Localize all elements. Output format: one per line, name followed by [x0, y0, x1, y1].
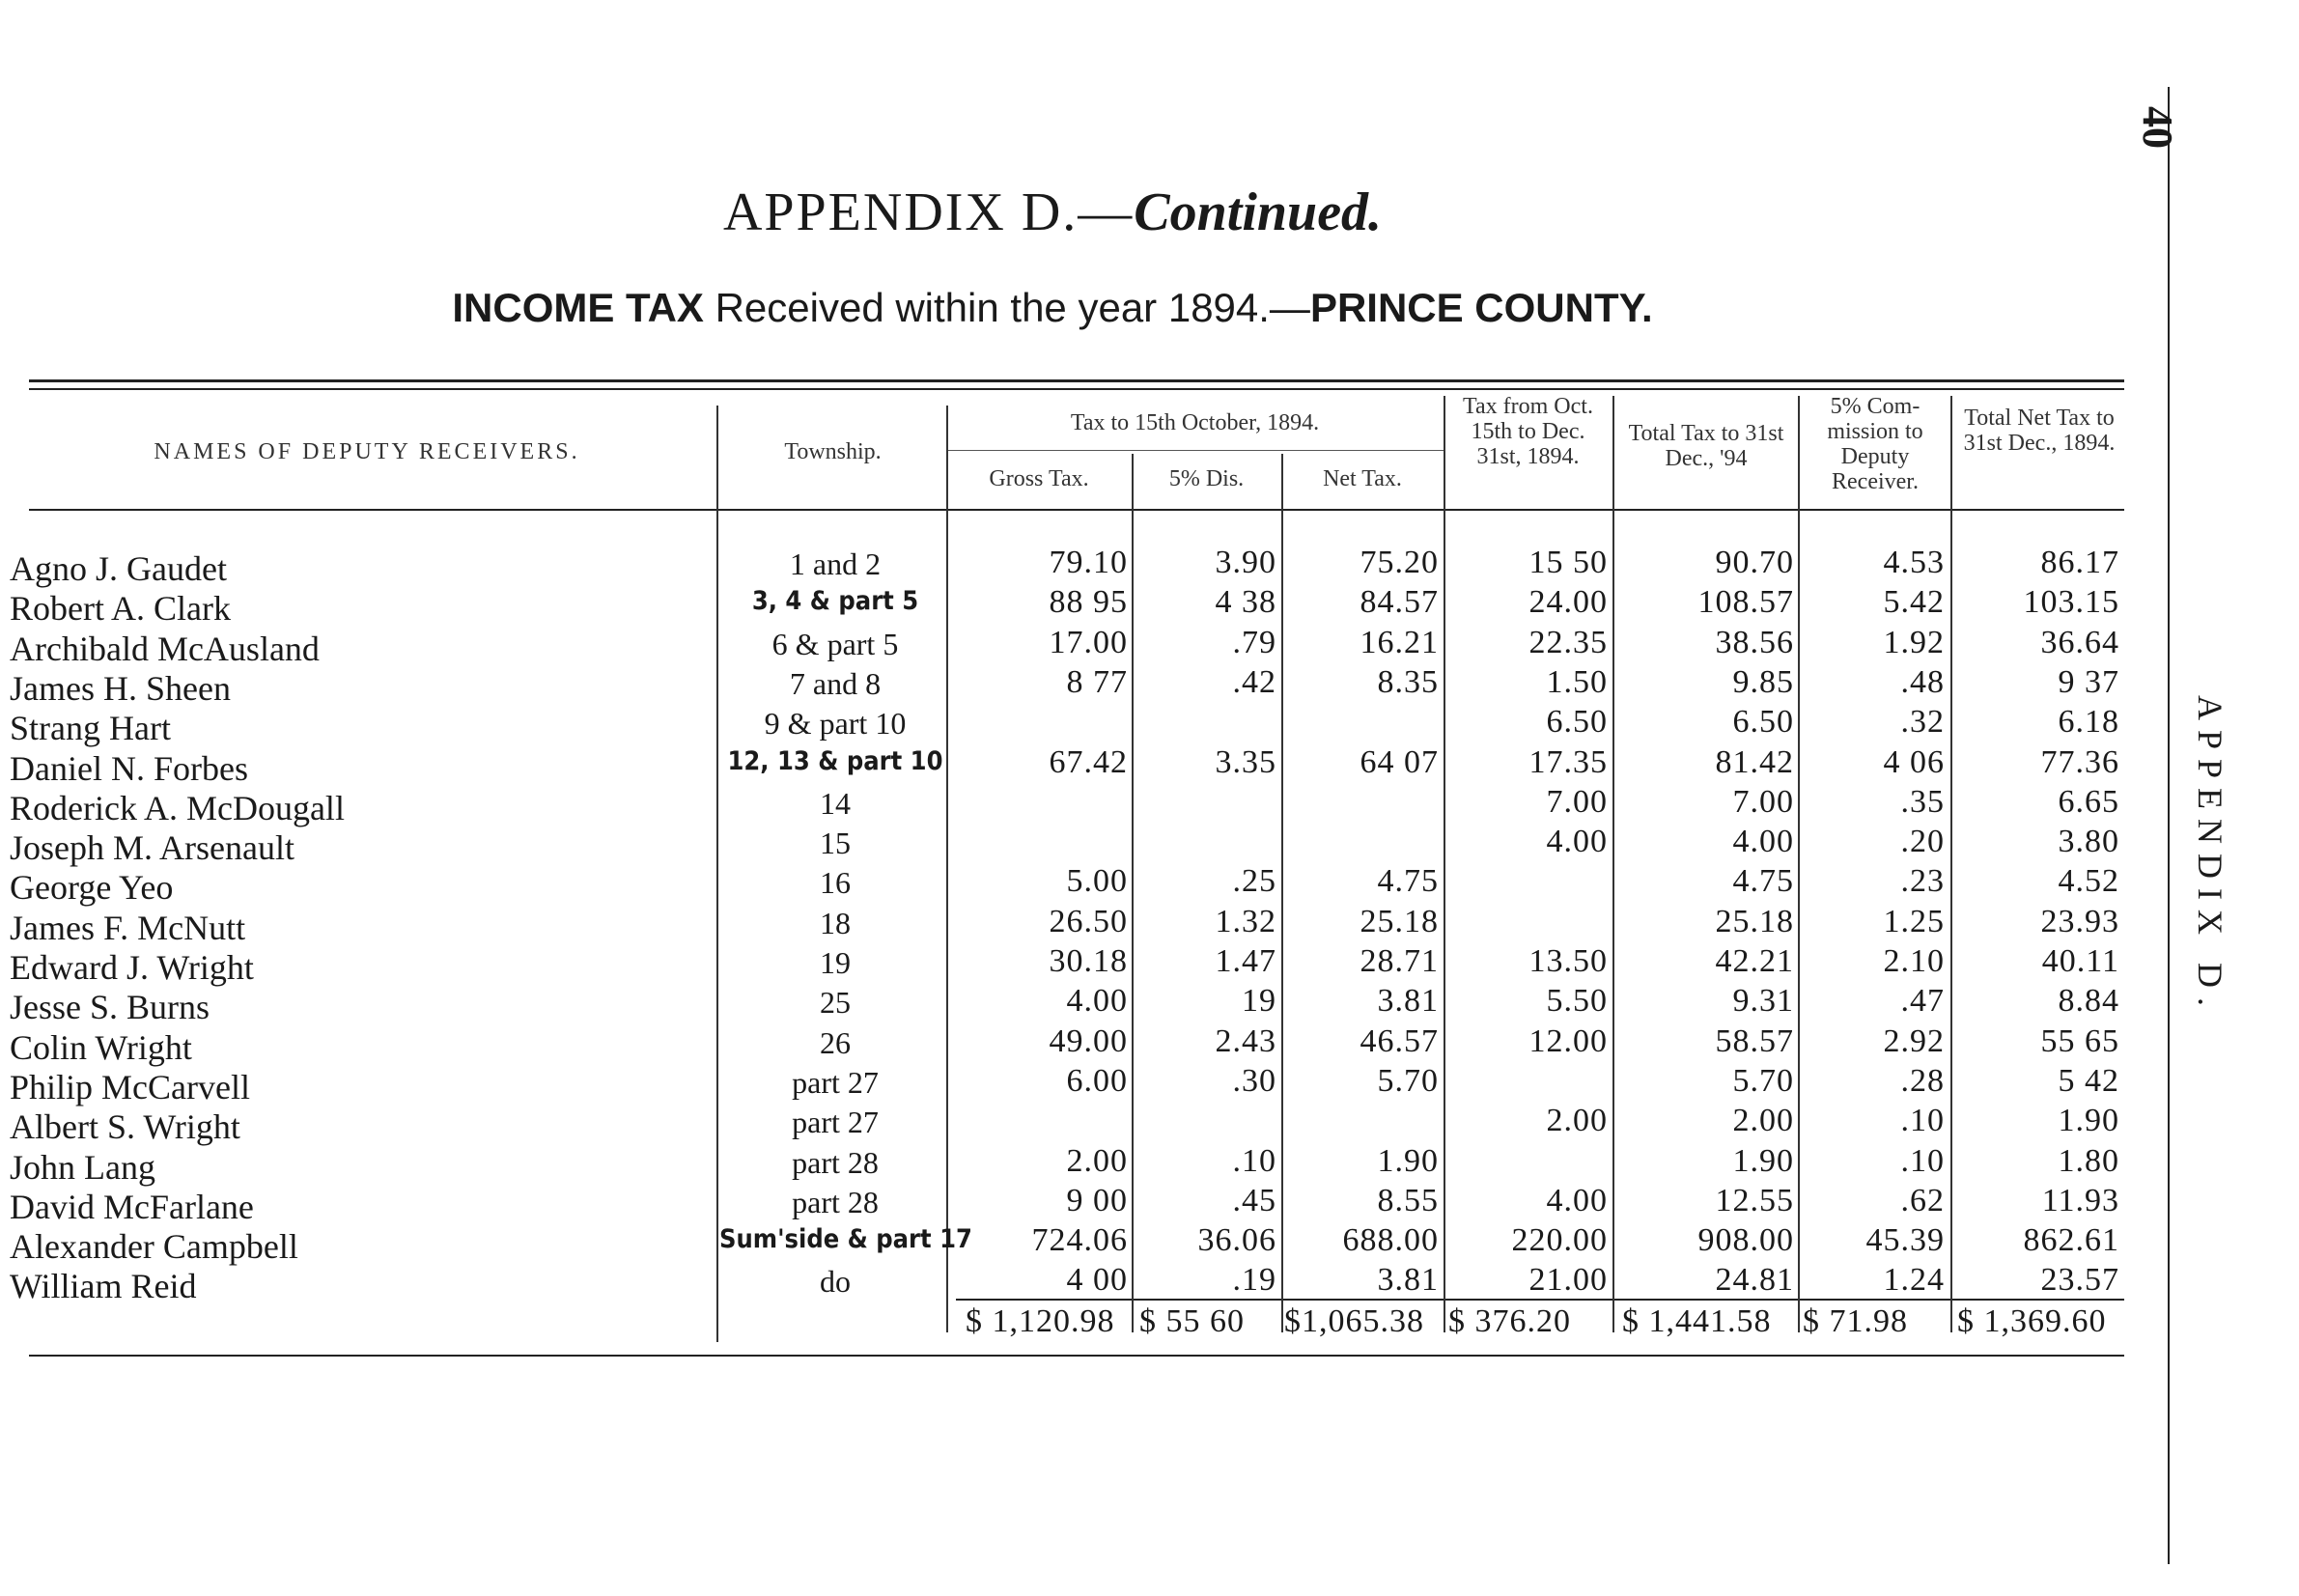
row-name: Daniel N. Forbes: [10, 749, 248, 788]
row-net-value: 16.21: [1360, 625, 1439, 660]
row-total-value: 42.21: [1715, 943, 1794, 979]
row-township: Sum'side & part 17: [719, 1224, 972, 1254]
subheader-rule: [946, 450, 1444, 451]
row-total-net-value: 1.80: [2058, 1143, 2119, 1179]
row-total-value: 5.70: [1732, 1063, 1794, 1099]
row-dis-value: .25: [1232, 863, 1276, 899]
row-dis-value: 19: [1242, 983, 1276, 1019]
row-net-value: 46.57: [1360, 1023, 1439, 1059]
row-gross-value: 79.10: [1049, 545, 1128, 580]
row-name: Philip McCarvell: [10, 1068, 250, 1106]
row-comm-value: .10: [1900, 1103, 1945, 1138]
subtitle-received: Received within the year 1894.—: [703, 285, 1310, 330]
col-line-total-net: [1950, 396, 1952, 1332]
row-total-value: 4.00: [1732, 824, 1794, 859]
row-from-oct-value: 1.50: [1546, 664, 1608, 700]
row-from-oct-value: 15 50: [1528, 545, 1608, 580]
row-total-net-value: 9 37: [2058, 664, 2119, 700]
row-from-oct-value: 2.00: [1546, 1103, 1608, 1138]
row-township: part 27: [792, 1105, 879, 1139]
col-line-total: [1612, 396, 1614, 1332]
header-commission: 5% Com-mission to Deputy Receiver.: [1827, 394, 1923, 494]
row-name: James H. Sheen: [10, 669, 231, 708]
row-net-value: 4.75: [1377, 863, 1439, 899]
row-name: William Reid: [10, 1267, 197, 1305]
row-name: Agno J. Gaudet: [10, 549, 227, 588]
header-total-net: Total Net Tax to 31st Dec., 1894.: [1963, 406, 2116, 456]
row-name: Archibald McAusland: [10, 630, 320, 668]
row-township: 12, 13 & part 10: [727, 746, 943, 776]
row-total-value: 58.57: [1715, 1023, 1794, 1059]
row-from-oct-value: 21.00: [1528, 1262, 1608, 1298]
row-net-value: 3.81: [1377, 983, 1439, 1019]
row-comm-value: .47: [1900, 983, 1945, 1019]
row-dis-value: 3.90: [1215, 545, 1276, 580]
row-total-value: 12.55: [1715, 1183, 1794, 1218]
total-total-net: $ 1,369.60: [1957, 1303, 2107, 1339]
table-bottom-rule: [29, 1355, 2124, 1357]
row-from-oct-value: 13.50: [1528, 943, 1608, 979]
row-from-oct-value: 12.00: [1528, 1023, 1608, 1059]
row-township: 15: [820, 826, 851, 860]
row-net-value: 3.81: [1377, 1262, 1439, 1298]
subtitle-county: PRINCE COUNTY.: [1309, 285, 1653, 330]
row-total-value: 25.18: [1715, 904, 1794, 939]
row-township: 26: [820, 1025, 851, 1060]
row-dis-value: 36.06: [1197, 1222, 1276, 1258]
row-total-value: 4.75: [1732, 863, 1794, 899]
row-total-value: 6.50: [1732, 704, 1794, 740]
row-comm-value: 4.53: [1883, 545, 1945, 580]
row-comm-value: .35: [1900, 784, 1945, 820]
title-main: APPENDIX D.—: [722, 182, 1135, 242]
row-township: part 27: [792, 1065, 879, 1100]
page-edge-rule: [2168, 87, 2170, 1564]
row-dis-value: .10: [1232, 1143, 1276, 1179]
header-tax-to-oct: Tax to 15th October, 1894.: [1070, 410, 1320, 435]
header-total-tax: Total Tax to 31st Dec., '94: [1628, 421, 1784, 471]
total-from-oct: $ 376.20: [1448, 1303, 1571, 1339]
row-comm-value: 1.92: [1883, 625, 1945, 660]
total-dis: $ 55 60: [1139, 1303, 1245, 1339]
row-net-value: 5.70: [1377, 1063, 1439, 1099]
row-dis-value: 1.47: [1215, 943, 1276, 979]
row-total-net-value: 4.52: [2058, 863, 2119, 899]
table-top-rule-2: [29, 388, 2124, 390]
table-top-rule: [29, 379, 2124, 382]
row-gross-value: 17.00: [1049, 625, 1128, 660]
row-name: Jesse S. Burns: [10, 988, 210, 1026]
row-name: Strang Hart: [10, 709, 171, 747]
row-township: 25: [820, 985, 851, 1020]
row-gross-value: 724.06: [1031, 1222, 1128, 1258]
row-name: Albert S. Wright: [10, 1107, 240, 1146]
row-gross-value: 67.42: [1049, 744, 1128, 780]
row-dis-value: .79: [1232, 625, 1276, 660]
page-title: [0, 182, 2105, 243]
row-township: 18: [820, 906, 851, 940]
row-total-net-value: 8.84: [2058, 983, 2119, 1019]
row-name: David McFarlane: [10, 1188, 254, 1226]
row-net-value: 1.90: [1377, 1143, 1439, 1179]
row-total-value: 9.31: [1732, 983, 1794, 1019]
row-dis-value: .45: [1232, 1183, 1276, 1218]
total-total: $ 1,441.58: [1622, 1303, 1772, 1339]
row-total-value: 108.57: [1697, 584, 1794, 620]
row-gross-value: 4.00: [1066, 983, 1128, 1019]
row-dis-value: 1.32: [1215, 904, 1276, 939]
row-from-oct-value: 24.00: [1528, 584, 1608, 620]
row-gross-value: 8 77: [1066, 664, 1128, 700]
header-dis: 5% Dis.: [1168, 466, 1245, 491]
row-total-net-value: 103.15: [2023, 584, 2119, 620]
row-total-value: 1.90: [1732, 1143, 1794, 1179]
row-township: 14: [820, 786, 851, 821]
row-name: Roderick A. McDougall: [10, 789, 345, 827]
header-township: Township.: [784, 439, 882, 464]
row-total-value: 908.00: [1697, 1222, 1794, 1258]
row-total-value: 7.00: [1732, 784, 1794, 820]
row-total-net-value: 5 42: [2058, 1063, 2119, 1099]
row-comm-value: 4 06: [1883, 744, 1945, 780]
row-total-net-value: 86.17: [2040, 545, 2119, 580]
row-gross-value: 88 95: [1049, 584, 1128, 620]
row-total-value: 24.81: [1715, 1262, 1794, 1298]
row-total-value: 38.56: [1715, 625, 1794, 660]
row-name: George Yeo: [10, 868, 174, 907]
row-net-value: 75.20: [1360, 545, 1439, 580]
row-gross-value: 5.00: [1066, 863, 1128, 899]
row-dis-value: 2.43: [1215, 1023, 1276, 1059]
row-township: 6 & part 5: [771, 627, 899, 661]
row-net-value: 64 07: [1360, 744, 1439, 780]
row-total-net-value: 6.18: [2058, 704, 2119, 740]
row-gross-value: 49.00: [1049, 1023, 1128, 1059]
row-total-net-value: 6.65: [2058, 784, 2119, 820]
total-commission: $ 71.98: [1803, 1303, 1908, 1339]
row-from-oct-value: 22.35: [1528, 625, 1608, 660]
row-total-value: 81.42: [1715, 744, 1794, 780]
subtitle-income-tax: INCOME TAX: [452, 285, 704, 330]
row-township: 1 and 2: [789, 546, 882, 581]
row-total-value: 2.00: [1732, 1103, 1794, 1138]
row-township: do: [820, 1264, 851, 1299]
row-from-oct-value: 7.00: [1546, 784, 1608, 820]
row-dis-value: .30: [1232, 1063, 1276, 1099]
row-dis-value: 3.35: [1215, 744, 1276, 780]
col-line-township: [716, 406, 718, 1342]
row-name: Robert A. Clark: [10, 589, 231, 628]
row-net-value: 25.18: [1360, 904, 1439, 939]
row-net-value: 688.00: [1342, 1222, 1439, 1258]
row-from-oct-value: 4.00: [1546, 1183, 1608, 1218]
header-tax-from-oct: Tax from Oct. 15th to Dec. 31st, 1894.: [1463, 394, 1593, 469]
row-name: Joseph M. Arsenault: [10, 828, 294, 867]
row-gross-value: 30.18: [1049, 943, 1128, 979]
row-township: 3, 4 & part 5: [751, 586, 919, 616]
row-gross-value: 26.50: [1049, 904, 1128, 939]
row-net-value: 84.57: [1360, 584, 1439, 620]
row-comm-value: .62: [1900, 1183, 1945, 1218]
row-township: 16: [820, 865, 851, 900]
row-comm-value: 1.25: [1883, 904, 1945, 939]
title-continued: Continued.: [1134, 182, 1383, 242]
row-township: part 28: [792, 1185, 879, 1219]
row-name: Edward J. Wright: [10, 948, 254, 987]
row-total-net-value: 36.64: [2040, 625, 2119, 660]
row-township: 7 and 8: [789, 666, 882, 701]
header-net: Net Tax.: [1323, 466, 1402, 491]
header-names: NAMES OF DEPUTY RECEIVERS.: [154, 439, 580, 464]
row-name: John Lang: [10, 1148, 155, 1187]
row-total-net-value: 55 65: [2040, 1023, 2119, 1059]
row-comm-value: 45.39: [1865, 1222, 1945, 1258]
row-comm-value: 5.42: [1883, 584, 1945, 620]
row-gross-value: 2.00: [1066, 1143, 1128, 1179]
row-dis-value: .42: [1232, 664, 1276, 700]
row-comm-value: .48: [1900, 664, 1945, 700]
header-bottom-rule: [29, 509, 2124, 511]
row-total-value: 90.70: [1715, 545, 1794, 580]
running-head: APPENDIX D.: [2191, 695, 2229, 1017]
total-gross: $ 1,120.98: [966, 1303, 1115, 1339]
row-total-net-value: 77.36: [2040, 744, 2119, 780]
row-gross-value: 9 00: [1066, 1183, 1128, 1218]
row-comm-value: .23: [1900, 863, 1945, 899]
row-township: 19: [820, 945, 851, 980]
row-gross-value: 6.00: [1066, 1063, 1128, 1099]
row-comm-value: .28: [1900, 1063, 1945, 1099]
row-net-value: 8.35: [1377, 664, 1439, 700]
row-total-net-value: 23.93: [2040, 904, 2119, 939]
row-net-value: 8.55: [1377, 1183, 1439, 1218]
row-comm-value: .32: [1900, 704, 1945, 740]
row-township: part 28: [792, 1145, 879, 1180]
row-net-value: 28.71: [1360, 943, 1439, 979]
row-total-net-value: 3.80: [2058, 824, 2119, 859]
row-from-oct-value: 6.50: [1546, 704, 1608, 740]
row-comm-value: 1.24: [1883, 1262, 1945, 1298]
row-from-oct-value: 17.35: [1528, 744, 1608, 780]
row-name: Colin Wright: [10, 1028, 192, 1067]
row-total-net-value: 1.90: [2058, 1103, 2119, 1138]
row-name: Alexander Campbell: [10, 1227, 298, 1266]
row-from-oct-value: 220.00: [1511, 1222, 1608, 1258]
row-total-net-value: 11.93: [2041, 1183, 2119, 1218]
row-total-value: 9.85: [1732, 664, 1794, 700]
row-from-oct-value: 4.00: [1546, 824, 1608, 859]
row-total-net-value: 862.61: [2023, 1222, 2119, 1258]
row-dis-value: .19: [1232, 1262, 1276, 1298]
row-township: 9 & part 10: [764, 706, 907, 741]
page-subtitle: [0, 285, 2105, 331]
row-gross-value: 4 00: [1066, 1262, 1128, 1298]
row-from-oct-value: 5.50: [1546, 983, 1608, 1019]
row-comm-value: 2.92: [1883, 1023, 1945, 1059]
row-name: James F. McNutt: [10, 909, 246, 947]
row-comm-value: 2.10: [1883, 943, 1945, 979]
row-comm-value: .20: [1900, 824, 1945, 859]
row-dis-value: 4 38: [1215, 584, 1276, 620]
page-number: 40: [2134, 106, 2181, 149]
row-total-net-value: 40.11: [2041, 943, 2119, 979]
header-gross: Gross Tax.: [989, 466, 1089, 491]
row-total-net-value: 23.57: [2040, 1262, 2119, 1298]
row-comm-value: .10: [1900, 1143, 1945, 1179]
total-net: $1,065.38: [1284, 1303, 1424, 1339]
